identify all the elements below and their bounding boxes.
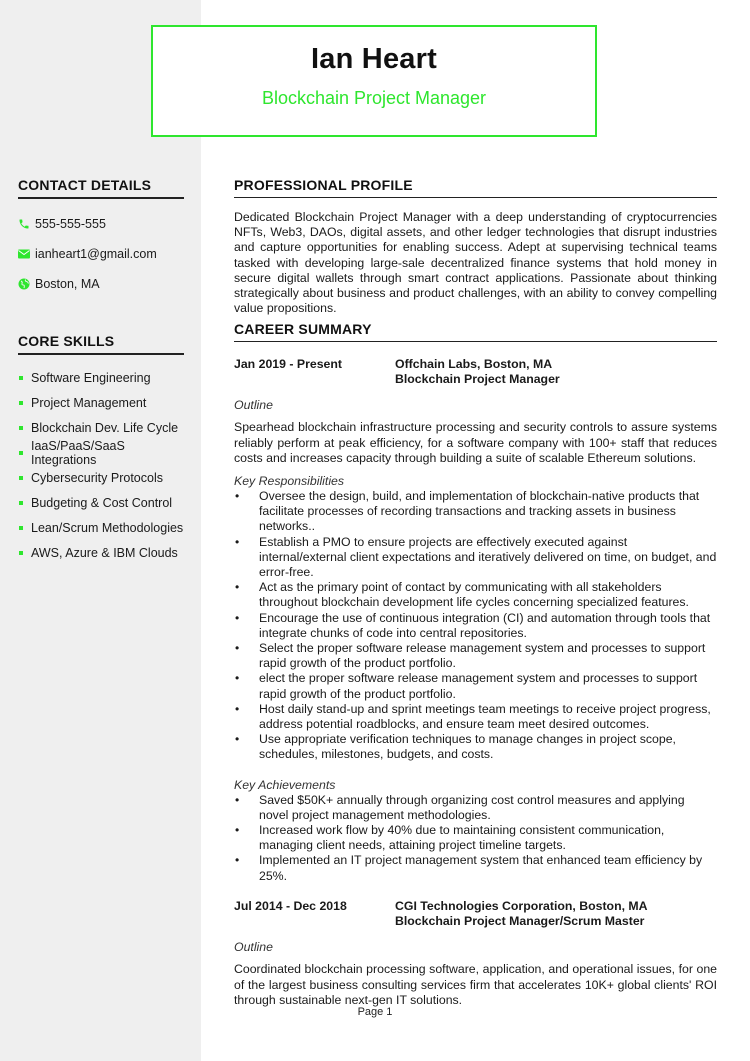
bullet-square-icon	[19, 526, 23, 530]
job-entry	[234, 357, 717, 884]
skill-label: Cybersecurity Protocols	[31, 470, 163, 485]
skill-label: AWS, Azure & IBM Clouds	[31, 545, 178, 560]
achievement-text: Saved $50K+ annually through organizing cost control measures and applying novel project management methodologies.	[259, 792, 685, 822]
skills-section	[18, 333, 184, 565]
list-item	[234, 732, 717, 762]
bullet-icon: •	[235, 580, 240, 595]
phone-icon	[18, 218, 35, 230]
responsibility-text: Encourage the use of continuous integration (CI) and automation through tools that integrate chunks of code into central repositories.	[259, 610, 711, 640]
bullet-icon: •	[235, 610, 240, 625]
list-item	[234, 823, 717, 853]
profile-heading: PROFESSIONAL PROFILE	[234, 177, 717, 198]
candidate-title: Blockchain Project Manager	[261, 88, 487, 108]
bullet-icon: •	[235, 792, 240, 807]
bullet-square-icon	[19, 551, 23, 555]
achievement-text: Implemented an IT project management system that enhanced team efficiency by 25%.	[259, 853, 703, 883]
contact-email-text: ianheart1@gmail.com	[35, 247, 157, 261]
candidate-name: Ian Heart	[311, 43, 437, 75]
job-outline: Coordinated blockchain processing software, application, and operational issues, for one of the largest business consulting services firm that accelerates 10K+ global clients' ROI through sustainable next-gen IT solutions.	[234, 962, 717, 1007]
skill-label: Lean/Scrum Methodologies	[31, 520, 184, 535]
responsibility-text: elect the proper software release management system and processes to support rapid growth of the product portfolio.	[259, 671, 698, 701]
job-dates: Jan 2019 - Present	[234, 357, 343, 371]
skill-label: Budgeting & Cost Control	[31, 495, 173, 510]
skill-item	[18, 365, 184, 390]
email-icon	[18, 249, 35, 259]
bullet-square-icon	[19, 451, 23, 455]
skills-heading: CORE SKILLS	[18, 333, 184, 355]
page-number: Page 1	[357, 1006, 393, 1018]
skill-list	[18, 365, 184, 565]
achievements-list	[234, 793, 717, 884]
job-role: Blockchain Project Manager	[395, 372, 560, 387]
list-item	[234, 489, 717, 535]
list-item	[234, 535, 717, 581]
contact-location-text: Boston, MA	[35, 277, 100, 291]
achievements-label: Key Achievements	[234, 777, 336, 792]
outline-label: Outline	[234, 940, 273, 955]
job-company-block	[395, 899, 648, 929]
skill-item	[18, 440, 184, 465]
bullet-icon: •	[235, 701, 240, 716]
profile-section	[234, 177, 717, 316]
list-item	[234, 793, 717, 823]
bullet-square-icon	[19, 401, 23, 405]
contact-list	[18, 209, 184, 299]
skill-label: Blockchain Dev. Life Cycle	[31, 420, 179, 435]
responsibility-text: Use appropriate verification techniques to manage changes in project scope, schedules, milestones, budgets, and costs.	[259, 732, 676, 762]
responsibilities-list	[234, 489, 717, 763]
bullet-square-icon	[19, 376, 23, 380]
job-company: Offchain Labs, Boston, MA	[395, 357, 553, 371]
list-item	[234, 671, 717, 701]
job-company-block	[395, 357, 560, 387]
job-dates: Jul 2014 - Dec 2018	[234, 898, 347, 913]
bullet-icon: •	[235, 732, 240, 747]
globe-icon	[18, 278, 35, 290]
bullet-icon: •	[235, 671, 240, 686]
skill-item	[18, 465, 184, 490]
job-company: CGI Technologies Corporation, Boston, MA	[395, 898, 648, 913]
skill-label: Software Engineering	[31, 370, 151, 385]
achievement-text: Increased work flow by 40% due to maintaining consistent communication, managing client needs, attaining project timeline targets.	[259, 823, 665, 853]
job-outline: Spearhead blockchain infrastructure processing and security controls to assure systems reliably perform at peak efficiency, for a software company with 100+ staff that reduces costs and increases capacity through building a suite of scalable Ethereum solutions.	[234, 420, 717, 465]
contact-section	[18, 177, 184, 299]
list-item	[234, 702, 717, 732]
list-item	[234, 853, 717, 883]
bullet-icon: •	[235, 534, 240, 549]
contact-email	[18, 239, 184, 269]
career-heading: CAREER SUMMARY	[234, 321, 717, 342]
profile-text: Dedicated Blockchain Project Manager with a deep understanding of cryptocurrencies NFTs, Web3, DAOs, digital assets, and other ledger technologies that disrupt industries and capture opportunities for enabling success. Adept at supervising technical teams tasked with developing large-sale decentralized finance systems that hold money in secure digital wallets through smart contract applications. Passionate about thinking strategically about business and product challenges, with an ability to convey compelling value propositions.	[234, 210, 717, 316]
outline-label: Outline	[234, 398, 273, 413]
responsibility-text: Host daily stand-up and sprint meetings team meetings to receive project progress, address potential roadblocks, and ensure team meet desired outcomes.	[259, 701, 711, 732]
bullet-icon: •	[235, 823, 240, 838]
career-section	[234, 321, 717, 1008]
list-item	[234, 641, 717, 671]
name-box	[151, 25, 597, 137]
responsibility-text: Act as the primary point of contact by communicating with all stakeholders throughout blockchain development life cycles concerning specialized features.	[259, 580, 689, 610]
skill-item	[18, 540, 184, 565]
list-item	[234, 580, 717, 610]
bullet-square-icon	[19, 501, 23, 505]
skill-item	[18, 515, 184, 540]
skill-item	[18, 390, 184, 415]
job-entry	[234, 899, 717, 1008]
skill-item	[18, 415, 184, 440]
responsibility-text: Establish a PMO to ensure projects are effectively executed against internal/external client expectations and iteratively delivered on time, on budget, and error-free.	[259, 534, 717, 580]
responsibilities-label: Key Responsibilities	[234, 474, 345, 489]
bullet-icon: •	[235, 489, 240, 504]
contact-heading: CONTACT DETAILS	[18, 177, 184, 199]
bullet-icon: •	[235, 853, 240, 868]
job-header	[234, 899, 717, 929]
job-header	[234, 357, 717, 387]
bullet-icon: •	[235, 641, 240, 656]
bullet-square-icon	[19, 476, 23, 480]
contact-location	[18, 269, 184, 299]
skill-label: IaaS/PaaS/SaaS Integrations	[31, 438, 125, 467]
skill-item	[18, 490, 184, 515]
bullet-square-icon	[19, 426, 23, 430]
responsibility-text: Select the proper software release management system and processes to support rapid growth of the product portfolio.	[259, 641, 706, 671]
contact-phone-text: 555-555-555	[35, 217, 106, 231]
job-role: Blockchain Project Manager/Scrum Master	[395, 914, 645, 929]
list-item	[234, 611, 717, 641]
skill-label: Project Management	[31, 395, 147, 410]
contact-phone	[18, 209, 184, 239]
responsibility-text: Oversee the design, build, and implementation of blockchain-native products that facilitate processes of recording transactions and tracking assets in business networks..	[259, 489, 700, 534]
